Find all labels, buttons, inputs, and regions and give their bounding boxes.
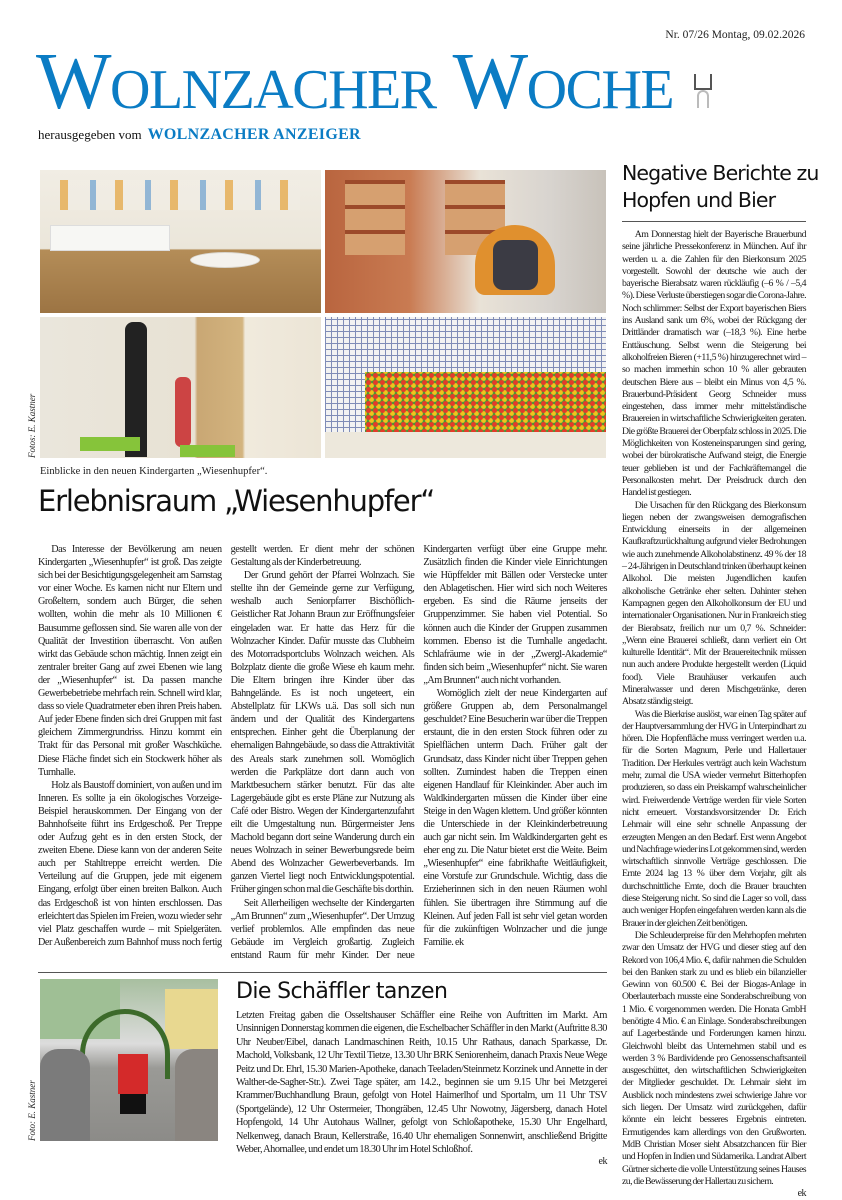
paragraph: Was die Bierkrise auslöst, war einen Tag später auf der Hauptversammlung der HVG in Unterpindhart zu hören. Die Hopfenfläche muss verringert werden u.a. für die Sorten Magnum, Perle und Hallertauer Tradition. Der Herkules verträgt auch kein Wachstum mehr, zumal die USA wieder vermehrt Bitterhopfen produzieren, so dass ein Preiskampf wahrscheinlicher wird. Freiwerdende Verträge werden für viele Sorten nicht erneuert. Vorstandsvorsitzender Dr. Erich Lehmair will eine sehr schnelle Anpassung der erzeugten Mengen an den Bedarf. Erst wenn Angebot und Nachfrage wieder ins Lot gekommen sind, werden wirtschaftlich sinnvolle Verträge geschlossen. Die Ernte 2024 lag 13 % über dem Vorjahr, gilt als durchschnittliche Ernte, doch die Brauer brauchten diese Steigerung nicht. So sind die Lager so voll, dass auch weniger Hopfen eingefahren werden kann als die Brauer in der gleichen Zeit benötigen. — [622, 708, 806, 929]
photo-ball-pit — [325, 317, 606, 458]
paragraph: Womöglich zielt der neue Kindergarten auf größere Gruppen ab, dem Personalmangel geschuldet? Eine Besucherin war über die Treppen erstaunt, die in den ersten Stock führen oder zu Spielflächen unterm Dach. Früher galt der Grundsatz, dass Kinder nicht über Treppen gehen sollten. Zumindest haben die Treppen einen eigenen Handlauf für Kleinkinder. Aber auch im Waldkindergarten müssen die Kinder über eine Steige in den Wagen klettern. Und größer könnten die Unterschiede in der Kleinkinderbetreuung auch gar nicht sein. Im Waldkindergarten geht es eher eng zu. Die Natur bietet erst die Weite. Beim „Wiesenhupfer“ eine fabrikhafte Weitläufigkeit, eine Vorstufe zur Grundschule. Wichtig, dass die Erzieherinnen sich in den neuen Räumen wohl fühlen. Sie übertragen ihre Stimmung auf die Kleinen. Auf jeden Fall ist sehr viel getan worden für die zukünftigen Wolnzacher und die junge Familie. ek — [423, 688, 607, 948]
photo-reading-corner — [325, 170, 606, 313]
paragraph: Seit Allerheiligen wechselte der Kindergarten „Am Brunnen“ zum „Wiesenhupfer“. Der Umzug verlief problemlos. Alle empfinden das neue Gebäude im Vergleich großartig. Zugleich entstand Raum für mehr Kinder. Der neue Kindergarten verfügt über eine Gruppe mehr. Zusätzlich finden die Kinder viele Einrichtungen wie Hüpffelder mit Bällen oder Verstecke unter den Ablagetischen. Hier wird sich noch Weiteres ergeben. Es sind die Räume jenseits der Gruppenzimmer. Sie haben viel Potential. So können auch die Kinder der Gruppen zusammen kommen. Ebenso ist die Turnhalle angedacht. Schlafräume wie in der „Zwergl-Akademie“ finden sich beim „Wiesenhupfer“ nicht. Sie waren „Am Brunnen“ auch nicht vorhanden. — [230, 544, 607, 961]
issue-date: Nr. 07/26 Montag, 09.02.2026 — [665, 29, 805, 41]
photo-play-wall — [40, 317, 321, 458]
wa-logo-icon — [694, 74, 712, 108]
side-divider — [622, 221, 806, 222]
author-signature: ek — [598, 1156, 607, 1168]
side-article — [622, 160, 819, 1200]
publisher-name: WOLNZACHER ANZEIGER — [147, 126, 361, 143]
side-headline-line2: Hopfen und Bier — [622, 188, 776, 212]
main-flow — [27, 543, 607, 1168]
paragraph: Am Donnerstag hielt der Bayerische Brauerbund seine jährliche Pressekonferenz in München. Auf ihr werden u. a. die Zahlen für den Bierkonsum 2025 vorgestellt. Sowohl der deutsche wie auch der bayerische Bierabsatz waren rückläufig (–6 % / –5,4 %). Diese Verluste überstiegen sogar die Corona-Jahre. Noch schlimmer: Selbst der Export bayerischen Biers ins Ausland sank um 6%, wobei der Rückgang der Drittländer dramatisch war (–18,3 %). Eine herbe Enttäuschung. Selbst wenn die Steigerung bei alkoholfreien Bieren (+11,5 %) hinzugerechnet wird – so machen immerhin schon 10 % aller gebrauten deutschen Biere aus – bleibt ein Minus von 4,5 %. Brauerbund-Präsident Georg Schneider muss eingestehen, dass immer mehr mittelständische Brauereien in wirtschaftliche Schwierigkeiten geraten. Die größte Brauerei der Oberpfalz schloss in 2025. Die Möglichkeiten von Kosteneinsparungen sind gering, wobei der bürokratische Aufwand steigt, die Energie teuer geblieben ist und der Fachkräftemangel die Personalkosten mehrt. Der Preisdruck durch den Handel ist gestiegen. — [622, 229, 806, 499]
photo-schaeffler-dance — [40, 979, 218, 1141]
publisher-line — [38, 126, 361, 144]
paragraph: Letzten Freitag gaben die Osseltshauser Schäffler eine Reihe von Auftritten im Markt. Am Unsinnigen Donnerstag kommen die eigenen, die Eschelbacher Schäffler in den Markt (Auftritte 8.30 Uhr Neuber/Eibel, danach Landmaschinen Reith, 10.15 Uhr Rathaus, danach Sparkasse, Dr. Machold, Volksbank, 12 Uhr Textil Tietze, 13.30 Uhr BRK Seniorenheim, danach Praxis Neue Wege Peitz und Dr. Ehrl, 15.30 Marien-Apotheke, danach Teeladen/Steinmetz Korzinek und Annette in der Walther-de-Sagher-Str.). Zwei Tage später, am 14.2., beginnen sie um 9.15 Uhr bei Metzgerei Krammer/Buchhandlung Braun, gefolgt von Hotel Haimerlhof und Sportalm, um 11 Uhr TSV (Sportgelände), 12 Uhr Ostermeier, Thongräben, 12.45 Uhr Nowotny, Jägersberg, danach Hotel Hopfengold, 14 Uhr Autohaus Wallner, gefolgt von Schloßapotheke, 15.30 Uhr Engelhard, Nelkenweg, danach Braun, Kellerstraße, 16.40 Uhr ehemaligen Sonnenwirt, anschließend Brigitte Weber, Ahornallee, und endet um 18.30 Uhr im Hotel Schloßhof. — [236, 1010, 607, 1156]
section-divider — [38, 972, 607, 973]
author-signature: ek — [797, 1188, 806, 1200]
photo-kindergarten-room — [40, 170, 321, 313]
lead-photo-credit: Fotos: E. Kastner — [27, 393, 37, 458]
bottom-article-body — [236, 1009, 607, 1168]
paragraph: Das Interesse der Bevölkerung am neuen Kindergarten „Wiesenhupfer“ ist groß. Das zeigte sich bei der Besichtigungsgelegenheit am Samstag vor einer Woche. Es kamen nicht nur Eltern und Großeltern, sondern auch Bürger, die sehen wollten, wohin die mehr als 10 Millionen € Bausumme geflossen sind. Sie waren alle von der Qualität der Investition überrascht. Von außen wirkt das Gebäude schon mächtig. Innen zeigt ein zentraler breiter Gang auf zwei Ebenen wie lang der „Wiesenhupfer“ ist. Da passen manche Gewerbebetriebe mehrfach rein. Schnell wird klar, dass so viele Quadratmeter eben ihren Preis haben. Auf jeder Ebene finden sich drei Gruppen mit fast gleichem Zimmergrundriss. Hinzu kommt ein Trakt für das Personal mit großer Waschküche. Diese Fläche findet sich ein Stockwerk höher als Turnhalle. — [38, 544, 222, 778]
paragraph: Der Grund gehört der Pfarrei Wolnzach. Sie stellte ihn der Gemeinde gerne zur Verfügung, weshalb auch Seniorpfarrer Bischöflich-Geistlicher Rat Johann Braun zur Eröffnungsfeier eingeladen war. Er hatte das Herz für die Wolnzacher Kinder. Dafür musste das Clubheim des Motorradsportclubs Wolnzach weichen. Als Bolzplatz diente die große Wiese eh kaum mehr. Die Eltern bringen ihre Kinder über das Bahngelände. Es ist noch ungeteert, ein Abstellplatz für LKWs u.ä. Das soll sich nun ändern und der Qualität des Kindergartens entsprechen. Einher geht die Überplanung der ehemaligen Bahngebäude, so dass die Attraktivität des Areals stark zunehmen soll. Womöglich werden die Parkplätze dort dann auch von Marktbesuchern stärker benutzt. Für das alte Lagergebäude gibt es erste Pläne zur Nutzung als Café oder Bistro. Wegen der Kindergartenzufahrt eilt die Umgestaltung nun. Bürgermeister Jens Machold begann dort seine Wanderung durch ein neues Wolnzach in seiner Bewerbungsrede beim Abend des Wolnzacher Gewerbeverbands. Im ganzen Viertel liegt noch Entwicklungspotential. Früher gingen schon mal die Geschäfte bis dorthin. — [230, 570, 415, 896]
lead-headline: Erlebnisraum „Wiesenhupfer“ — [38, 484, 435, 518]
publisher-prefix: herausgegeben vom — [38, 127, 142, 142]
masthead-title: Wolnzacher Woche — [36, 38, 674, 126]
bottom-article — [27, 977, 607, 1168]
side-headline-line1: Negative Berichte zu — [622, 161, 819, 185]
bottom-headline: Die Schäffler tanzen — [236, 979, 448, 1004]
bottom-photo-credit: Foto: E. Kastner — [27, 1080, 37, 1141]
paragraph: Die Ursachen für den Rückgang des Bierkonsum liegen neben der zwangsweisen demografischen Entwicklung einerseits in der allgemeinen Kaufkraftzurückhaltung aufgrund vieler Bedrohungen wie auch zunehmende Alkoholabstinenz. 49 % der 18 – 24-Jährigen in Deutschland trinken überhaupt keinen Alkohol. Die meisten Jugendlichen kaufen alkoholische Getränke eher selten. Dahinter stehen Kampagnen gegen den Alkoholkonsum der EU und internationaler Organisationen. Nur in Frankreich stieg der Bierabsatz, freilich nur um 0,7 %. Schneider: „Wenn eine Brauerei schließt, dann verliert ein Ort kulturelle Identität“. Mit der Brauereitechnik müssen nun auch andere Produkte hergestellt werden (Liquid food). Viele Brauhäuser verkaufen auch Mineralwasser und deren Mischgetränke, deren Absatz ständig steigt. — [622, 499, 806, 708]
paragraph: Holz als Baustoff dominiert, von außen und im Inneren. Es sollte ja ein ökologisches Vorzeige-Beispiel herauskommen. Der Eingang von der Bahnhofseite führt ins Erdgeschoß. Per Treppe oder Aufzug geht es in den ersten Stock, der zweiten Ebene. Diese kann von der anderen Seite auch per Stahltreppe erreicht werden. Die Verteilung auf die Gruppen, jede mit eigenem Eingang, erfolgt über einen breiten Balkon. Auch das Erdgeschoß ist von hinten erschlossen. Das erleichtert das Spielen im Freien, wozu wieder sehr viel Platz geschaffen wurde – mit Spielgeräten. Der Außenbereich zum Bahnhof muss noch fertig gestellt werden. Er dient mehr der schönen Gestaltung als der Kinderbetreuung. — [38, 544, 415, 948]
lead-caption: Einblicke in den neuen Kindergarten „Wiesenhupfer“. — [40, 466, 268, 477]
lead-article-body — [38, 543, 607, 962]
paragraph: Die Schleuderpreise für den Mehrhopfen mehrten zwar den Umsatz der HVG und dieser stieg auf den Rekord von 106,4 Mio. €, dafür nahmen die Schulden bei den Banken stark zu und es blieb ein bilanzieller Gewinn von 60.500 €. Bei der Biogas-Anlage in Oberlauterbach musste eine Sonderabschreibung von 1 Mio. € vorgenommen werden. Die Honata GmbH benötigte 4 Mio. € an Einlage. Sonderabschreibungen auf Lagerbestände und Forderungen kamen hinzu. Gleichwohl bleibt das Unternehmen stabil und es werden 3 % Bardividende pro Genossenschaftsanteil ausgeschüttet, den wirtschaftlichen Schwierigkeiten der Mitglieder geschuldet. Dr. Lehmair sieht im Ausblick noch mindestens zwei schwierige Jahre vor sich liegen. Der Umsatz wird zurückgehen, dafür könnte ein leicht besseres Ergebnis eintreten. Ermutigendes kam allerdings von den Grußworten. MdB Christian Moser sieht Absatzchancen für Bier und Hopfen in Indien und Südamerika. Landrat Albert Gürtner sicherte die volle Unterstützung seines Hauses zu, die Bewässerung der Hallertau zu sichern. — [622, 929, 806, 1187]
